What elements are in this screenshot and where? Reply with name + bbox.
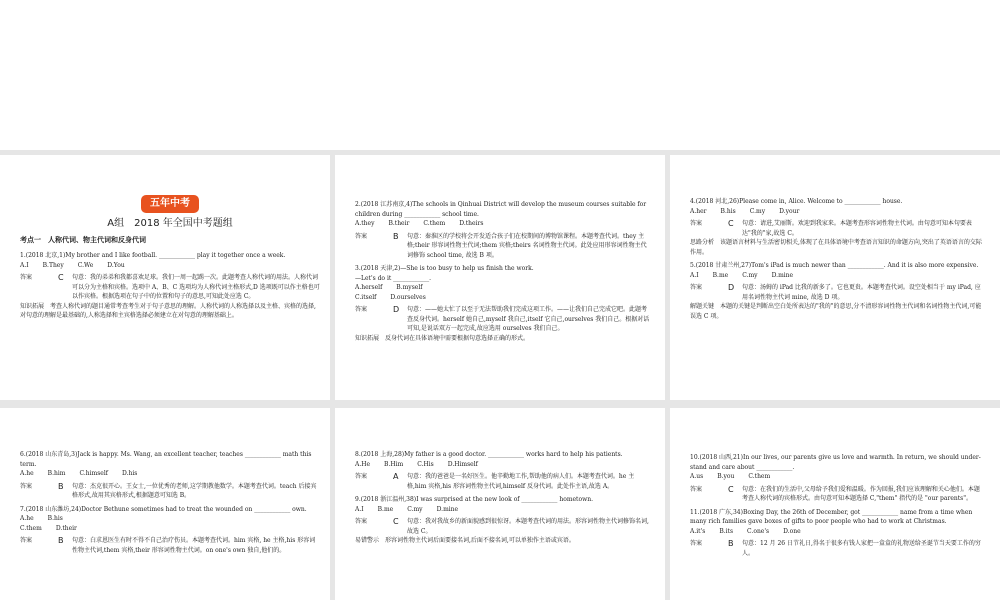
question-stem: 9.(2018 浙江温州,38)I was surprised at the new look of ____________ hometown. xyxy=(355,496,593,503)
option: B.his xyxy=(47,515,63,522)
answer-label: 答案 xyxy=(690,540,703,547)
option: C.himself xyxy=(79,470,108,477)
answer-label: 答案 xyxy=(355,518,368,525)
option: D.theirs xyxy=(459,220,484,227)
answer-key: D xyxy=(728,283,735,292)
answer-explanation: 句意：汤姆的 iPad 比我的新多了。它也更贵。本题考查代词。设空处相当于 my iPad, 应用名词性物主代词 mine, 故选 D 项。 xyxy=(742,284,981,301)
option: A.I xyxy=(20,261,29,269)
answer-options xyxy=(355,505,650,515)
answer-block xyxy=(355,517,650,536)
answer-key: D xyxy=(393,305,400,314)
option: A.us xyxy=(690,473,704,480)
answer-key: B xyxy=(58,481,64,491)
option: B.him xyxy=(47,470,66,477)
answer-options xyxy=(20,524,320,534)
answer-options xyxy=(20,261,320,271)
option: C.my xyxy=(749,207,766,215)
document-page-4 xyxy=(0,408,330,600)
option: B.Him xyxy=(384,460,404,468)
answer-label: 答案 xyxy=(690,220,703,227)
section-title: 考点一 人称代词、物主代词和反身代词 xyxy=(20,236,146,244)
answer-options xyxy=(355,219,650,229)
answer-block xyxy=(355,472,650,491)
option: A.I xyxy=(355,505,364,513)
answer-label: 答案 xyxy=(355,306,368,313)
key-point-tip: 解题关键 本题的关键是判断出空白处所表达的"我的"的意思,分不清形容词性物主代词和名词性物主代词,可能误选 C 项。 xyxy=(690,303,982,320)
question-stem: 4.(2018 河北,26)Please come in, Alice. Welcome to ____________ house. xyxy=(690,198,903,205)
answer-options xyxy=(690,527,985,537)
answer-label: 答案 xyxy=(20,537,33,544)
option: A.I xyxy=(690,271,699,279)
knowledge-tip: 知识拓展 反身代词在具体语境中需要根据句意选择正确的形式。 xyxy=(355,334,530,342)
question-stem: 11.(2018 广东,34)Boxing Day, the 26th of December, got ____________ name from a time when many rich families gave boxes of gifts to poor people who had to work at Christmas. xyxy=(690,508,973,525)
answer-explanation: 句意：请进,艾丽斯。欢迎到我家来。本题考查形容词性物主代词。由句意可知本句要表达"我的"家,故选 C。 xyxy=(742,220,972,237)
question-stem: 10.(2018 山西,21)In our lives, our parents give us love and warmth. In return, we should under-stand and care about ____________. xyxy=(690,454,981,471)
answer-block xyxy=(690,219,985,238)
answer-key: C xyxy=(728,219,734,228)
answer-options xyxy=(20,469,320,479)
error-warning-tip: 易错警示 形容词性物主代词后面要接名词,后面不接名词,可以单独作主语或宾语。 xyxy=(355,537,575,544)
option: D.mine xyxy=(771,271,794,279)
answer-block xyxy=(20,482,320,501)
answer-block xyxy=(690,539,985,558)
option: A.He xyxy=(355,460,371,468)
question-stem: 2.(2018 江苏南京,4)The schools in Qinhuai District will develop the museum courses suitable for children during ____________ school time. xyxy=(355,201,647,218)
option: D.his xyxy=(121,470,138,477)
answer-label: 答案 xyxy=(355,232,368,240)
option: B.you xyxy=(717,473,735,480)
answer-explanation: 句意：12 月 26 日节礼日,得名于很多有钱人家把一盒盒的礼物送给圣诞节当天要工作的穷人。 xyxy=(742,540,981,557)
option: C.them xyxy=(423,220,446,227)
wunian-zhongkao-badge: 五年中考 xyxy=(141,195,199,213)
answer-label: 答案 xyxy=(355,473,368,480)
option: B.me xyxy=(712,271,729,279)
option: B.They xyxy=(42,261,64,269)
option: B.myself xyxy=(396,284,423,291)
question-stem: 8.(2018 上海,28)My father is a good doctor. ____________ works hard to help his patients. xyxy=(355,451,623,458)
answer-key: B xyxy=(728,539,734,548)
option: C.one's xyxy=(747,527,770,535)
answer-key: C xyxy=(728,484,734,494)
option: D.ourselves xyxy=(390,293,426,301)
answer-explanation: 句意：秦淮区的学校将会开发适合孩子们在校期间的博物馆课程。本题考查代词。they 主格;their 形容词性物主代词;them 宾格;theirs 名词性物主代词。此处应用形容词性物主代词修饰 school time, 故选 B 项。 xyxy=(407,232,647,259)
option: B.me xyxy=(377,505,394,513)
answer-block xyxy=(690,283,985,302)
answer-label: 答案 xyxy=(20,274,33,281)
answer-explanation: 句意：白求恩医生有时不得不自己治疗伤员。本题考查代词。him 宾格, he 主格,his 形容词性物主代词,them 宾格,their 形容词性物主代词。on one's own 独自,他们的。 xyxy=(72,537,316,554)
question-stem: 7.(2018 山东潍坊,24)Doctor Bethune sometimes had to treat the wounded on ____________ own. xyxy=(20,505,307,513)
document-page-5 xyxy=(335,408,665,600)
answer-explanation: 句意：在我们的生活中,父母给予我们爱和温暖。作为回报,我们应该理解和关心他们。本题考查人称代词的宾格形式。由句意可知本题选择 C,"them" 指代的是 "our parents"。 xyxy=(742,485,980,502)
option: C.itself xyxy=(355,293,377,301)
answer-key: B xyxy=(58,536,64,545)
answer-block xyxy=(355,232,650,261)
option: C.His xyxy=(417,460,434,468)
option: D.one xyxy=(783,527,801,535)
answer-key: B xyxy=(393,231,399,241)
document-page-1 xyxy=(0,155,330,400)
question-stem: 3.(2018 天津,2)—She is too busy to help us finish the work. —Let's do it ____________. xyxy=(355,265,534,282)
document-page-6 xyxy=(670,408,1000,600)
option: D.mine xyxy=(436,505,459,513)
option: D.You xyxy=(107,261,125,269)
option: D.their xyxy=(55,524,77,532)
answer-options xyxy=(690,271,985,281)
answer-block xyxy=(690,485,985,504)
answer-label: 答案 xyxy=(20,482,33,490)
answer-block xyxy=(355,305,650,334)
answer-block xyxy=(20,536,320,555)
question-stem: 5.(2018 甘肃兰州,27)Tom's iPad is much newer than ____________. And it is also more expensive. xyxy=(690,262,979,269)
answer-explanation: 句意：我对我故乡的新面貌感到很惊讶。本题考查代词的用法。形容词性物主代词修饰名词,故选 C。 xyxy=(407,518,649,535)
answer-explanation: 句意：杰克很开心。王女士,一位优秀的老师,这学期教他数学。本题考查代词。teach 后接宾格形式,故用其宾格形式,根据题意可知选 B。 xyxy=(72,482,317,499)
option: A.he xyxy=(20,470,34,477)
option: B.his xyxy=(720,207,736,215)
answer-explanation: 句意：——她太忙了以至于无法帮助我们完成这项工作。——让我们自己完成它吧。此题考查反身代词。herself 她自己,myself 我自己,itself 它自己,ourselves 我们自己。根据对话可知,是说话双方一起完成,故应选用 ourselves 我们自己。 xyxy=(407,306,650,332)
answer-key: C xyxy=(58,273,64,282)
option: C.them xyxy=(20,524,42,532)
blank-top-area xyxy=(0,0,1000,150)
knowledge-tip: 知识拓展 考查人称代词的题目通常考查考生对于句子意思的理解。人称代词的人称选择以及主格、宾格的选择,对句意的理解是最基础的,人称选择和主宾格选择必须建立在对句意的理解基础上。 xyxy=(20,302,316,319)
option: A.her xyxy=(690,207,707,215)
answer-block xyxy=(20,273,320,302)
option: C.them xyxy=(748,473,771,480)
answer-options xyxy=(355,460,650,470)
document-page-2 xyxy=(335,155,665,400)
question-stem: 1.(2018 北京,1)My brother and I like football. ____________ play it together once a week. xyxy=(20,252,286,259)
option: B.its xyxy=(719,527,734,535)
question-stem: 6.(2018 山东青岛,3)Jack is happy. Ms. Wang, an excellent teacher, teaches ____________ math this term. xyxy=(20,451,312,468)
answer-options xyxy=(355,293,650,303)
option: A.they xyxy=(355,220,375,227)
option: B.their xyxy=(388,220,410,227)
answer-options xyxy=(690,207,985,217)
analysis-tip: 思路分析 该题语言材料与生活密切相关,体现了在具体语境中考查语言知识的命题方向,突出了英语语言的交际作用。 xyxy=(690,239,982,256)
option: C.my xyxy=(742,271,758,279)
option: D.your xyxy=(779,207,800,215)
option: C.my xyxy=(407,505,423,513)
answer-explanation: 句意：我的弟弟和我都喜欢足球。我们一周一起踢一次。此题考查人称代词的用法。人称代词可以分为主格和宾格。选项中 A、B、C 选项均为人称代词主格形式,D 选项既可以作主格也可以作宾格。根据选项在句子中的位置和句子的意思,可知此处应选 C。 xyxy=(72,274,320,300)
answer-key: A xyxy=(393,472,399,481)
answer-label: 答案 xyxy=(690,485,703,493)
answer-options xyxy=(355,283,650,293)
group-title: A组 2018 年全国中考题组 xyxy=(107,218,233,229)
answer-options xyxy=(20,514,320,524)
option: A.it's xyxy=(690,527,706,535)
option: C.We xyxy=(77,261,94,269)
answer-options xyxy=(690,472,985,482)
answer-key: C xyxy=(393,517,399,526)
option: A.herself xyxy=(355,284,383,291)
option: A.he xyxy=(20,515,34,522)
answer-explanation: 句意：我的爸爸是一名好医生。他辛勤地工作,帮助他的病人们。本题考查代词。he 主格,him 宾格,his 形容词性物主代词,himself 反身代词。此处作主语,故选 A。 xyxy=(407,473,635,490)
document-page-3 xyxy=(670,155,1000,400)
answer-label: 答案 xyxy=(690,284,703,291)
option: D.Himself xyxy=(447,460,478,468)
